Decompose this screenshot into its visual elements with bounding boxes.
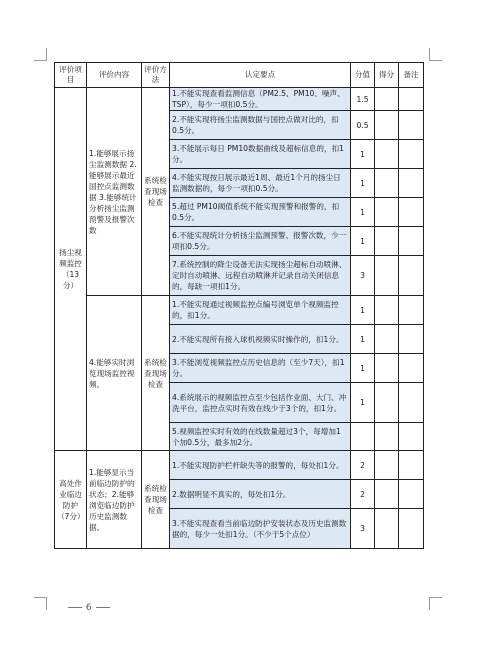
criteria-cell: 1.不能实现通过视频监控点编号浏览单个视频监控的，扣1分。 xyxy=(170,296,351,325)
score-cell xyxy=(375,111,399,140)
criteria-cell: 3.不能展示每日 PM10数据曲线及超标信息的，扣1分。 xyxy=(170,140,351,169)
method-cell: 系统检查现场检查 xyxy=(142,88,170,296)
score-cell xyxy=(375,296,399,325)
score-cell xyxy=(375,325,399,354)
remark-cell xyxy=(399,354,424,383)
criteria-cell: 2.不能实现将扬尘监测数据与国控点做对比的，扣0.5分。 xyxy=(170,111,351,140)
table-row xyxy=(55,88,424,111)
score-cell xyxy=(375,198,399,227)
points-cell xyxy=(351,423,375,451)
evaluation-table xyxy=(54,62,424,549)
points-cell: 1 xyxy=(351,325,375,354)
points-cell: 1 xyxy=(351,169,375,198)
remark-cell xyxy=(399,111,424,140)
remark-cell xyxy=(399,88,424,111)
crop-mark-top-left xyxy=(34,48,47,61)
score-cell xyxy=(375,88,399,111)
header-criteria: 认定要点 xyxy=(170,63,351,88)
points-cell: 1 xyxy=(351,354,375,383)
score-cell xyxy=(375,169,399,198)
score-cell xyxy=(375,509,399,549)
content-cell: 4.能够实时浏览现场监控视频。 xyxy=(87,296,142,451)
crop-mark-bottom-left xyxy=(34,597,47,610)
points-cell: 2 xyxy=(351,480,375,509)
points-cell: 1 xyxy=(351,383,375,423)
remark-cell xyxy=(399,140,424,169)
remark-cell xyxy=(399,423,424,451)
points-cell: 1 xyxy=(351,198,375,227)
score-cell xyxy=(375,480,399,509)
points-cell: 3 xyxy=(351,256,375,296)
points-cell: 0.5 xyxy=(351,111,375,140)
criteria-cell: 5.超过 PM10阈值系统不能实现预警和报警的，扣0.5分。 xyxy=(170,198,351,227)
remark-cell xyxy=(399,198,424,227)
points-cell: 2 xyxy=(351,451,375,480)
criteria-cell: 3.不能浏览视频监控点历史信息的（至少7天），扣1分。 xyxy=(170,354,351,383)
score-cell xyxy=(375,354,399,383)
score-cell xyxy=(375,451,399,480)
header-row xyxy=(55,63,424,88)
remark-cell xyxy=(399,509,424,549)
score-cell xyxy=(375,423,399,451)
header-project: 评价项目 xyxy=(55,63,87,88)
project-cell: 扬尘视频监控（13分） xyxy=(55,88,87,451)
criteria-cell: 7.系统控制的降尘设备无法实现扬尘超标自动喷淋、定时自动喷淋、远程自动喷淋并记录自动关闭信息的，每缺一项扣1分。 xyxy=(170,256,351,296)
remark-cell xyxy=(399,169,424,198)
remark-cell xyxy=(399,296,424,325)
remark-cell xyxy=(399,451,424,480)
points-cell: 3 xyxy=(351,509,375,549)
points-cell: 1.5 xyxy=(351,88,375,111)
crop-mark-top-right xyxy=(429,48,442,61)
criteria-cell: 2.不能实现所有接入球机视频实时操作的，扣1分。 xyxy=(170,325,351,354)
content-cell: 1.能够显示当前临边防护的状态；2.能够浏览临边防护历史监测数据。 xyxy=(87,451,142,549)
score-cell xyxy=(375,227,399,256)
points-cell: 1 xyxy=(351,140,375,169)
points-cell: 1 xyxy=(351,296,375,325)
criteria-cell: 4.不能实现按日展示最近1周、最近1个月的扬尘日监测数据的，每少一项扣0.5分。 xyxy=(170,169,351,198)
header-score: 得分 xyxy=(375,63,399,88)
score-cell xyxy=(375,256,399,296)
method-cell: 系统检查现场检查 xyxy=(142,451,170,549)
criteria-cell: 6.不能实现统计分析扬尘监测预警、报警次数，少一项扣0.5分。 xyxy=(170,227,351,256)
remark-cell xyxy=(399,227,424,256)
method-cell: 系统检查现场检查 xyxy=(142,296,170,451)
remark-cell xyxy=(399,480,424,509)
criteria-cell: 2.数据明显不真实的，每处扣1分。 xyxy=(170,480,351,509)
header-remark: 备注 xyxy=(399,63,424,88)
criteria-cell: 4.系统展示的视频监控点至少包括作业面、大门、冲洗平台，监控点实时有效在线少于3个的，扣1分。 xyxy=(170,383,351,423)
criteria-cell: 5.视频监控实时有效的在线数量超过3个，每增加1个加0.5分，最多加2分。 xyxy=(170,423,351,451)
points-cell: 1 xyxy=(351,227,375,256)
page-number-text: 6 xyxy=(85,603,93,613)
criteria-cell: 3.不能实现查看当前临边防护安装状态及历史监测数据的，每少一处扣1分。（不少于5个点位） xyxy=(170,509,351,549)
table-row xyxy=(55,296,424,325)
remark-cell xyxy=(399,383,424,423)
content-cell: 1.能够展示扬尘监测数据 2.能够展示最近国控点监测数据 3.能够统计分析扬尘监测预警及报警次数 xyxy=(87,88,142,296)
project-cell: 高处作业临边防护（7分） xyxy=(55,451,87,549)
remark-cell xyxy=(399,325,424,354)
crop-mark-bottom-right xyxy=(429,597,442,610)
score-cell xyxy=(375,140,399,169)
criteria-cell: 1.不能实现防护栏杆缺失等的报警的，每处扣1分。 xyxy=(170,451,351,480)
header-content: 评价内容 xyxy=(87,63,142,88)
table-row xyxy=(55,451,424,480)
header-points: 分值 xyxy=(351,63,375,88)
criteria-cell: 1.不能实现查看监测信息（PM2.5、PM10、噪声、TSP），每少一项扣0.5分。 xyxy=(170,88,351,111)
score-cell xyxy=(375,383,399,423)
header-method: 评价方法 xyxy=(142,63,170,88)
remark-cell xyxy=(399,256,424,296)
page-number xyxy=(68,603,110,613)
